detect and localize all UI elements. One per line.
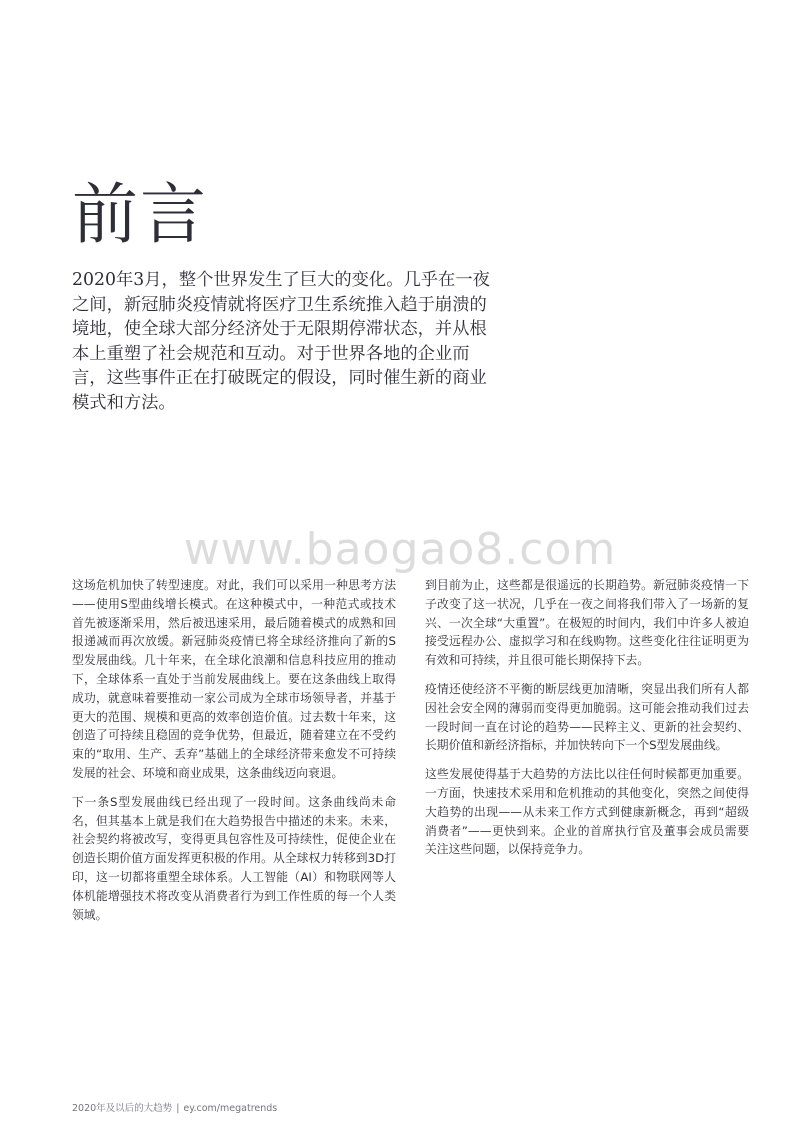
footer-separator: | xyxy=(176,1103,180,1114)
watermark-text: www.baogao8.com xyxy=(183,524,617,575)
footer-report-title: 2020年及以后的大趋势 xyxy=(72,1103,173,1114)
page-title: 前言 xyxy=(72,176,208,253)
body-column-right xyxy=(425,576,749,869)
body-column-left xyxy=(72,576,396,934)
body-paragraph: 到目前为止，这些都是很遥远的长期趋势。新冠肺炎疫情一下子改变了这一状况，几乎在一夜之间将我们带入了一场新的复兴、一次全球“大重置”。在极短的时间内，我们中许多人被迫接受远程办公、虚拟学习和在线购物。这些变化往往证明更为有效和可持续，并且很可能长期保持下去。 xyxy=(425,578,749,668)
page-footer xyxy=(72,1100,277,1114)
body-paragraph: 下一条S型发展曲线已经出现了一段时间。这条曲线尚未命名，但其基本上就是我们在大趋势报告中描述的未来。未来，社会契约将被改写，变得更具包容性及可持续性，促使企业在创造长期价值方面发挥更积极的作用。从全球权力转移到3D打印，这一切都将重塑全球体系。人工智能（AI）和物联网等人体机能增强技术将改变从消费者行为到工作性质的每一个人类领域。 xyxy=(72,794,396,922)
body-paragraph: 这场危机加快了转型速度。对此，我们可以采用一种思考方法——使用S型曲线增长模式。在这种模式中，一种范式或技术首先被逐渐采用，然后被迅速采用，最后随着模式的成熟和回报递减而再次放缓。新冠肺炎疫情已将全球经济推向了新的S型发展曲线。几十年来，在全球化浪潮和信息科技应用的推动下，全球体系一直处于当前发展曲线上。要在这条曲线上取得成功，就意味着要推动一家公司成为全球市场领导者，并基于更大的范围、规模和更高的效率创造价值。过去数十年来，这创造了可持续且稳固的竞争优势，但最近，随着建立在不受约束的“取用、生产、丢弃”基础上的全球经济带来愈发不可持续发展的社会、环境和商业成果，这条曲线迈向衰退。 xyxy=(72,578,396,780)
body-paragraph: 疫情还使经济不平衡的断层线更加清晰，突显出我们所有人都因社会安全网的薄弱而变得更加脆弱。这可能会推动我们过去一段时间一直在讨论的趋势——民粹主义、更新的社会契约、长期价值和新经济指标，并加快转向下一个S型发展曲线。 xyxy=(425,681,749,753)
body-paragraph: 这些发展使得基于大趋势的方法比以往任何时候都更加重要。一方面，快速技术采用和危机推动的其他变化，突然之间使得大趋势的出现——从未来工作方式到健康新概念，再到“超级消费者”——更快到来。企业的首席执行官及董事会成员需要关注这些问题，以保持竞争力。 xyxy=(425,767,749,857)
lead-paragraph: 2020年3月，整个世界发生了巨大的变化。几乎在一夜之间，新冠肺炎疫情就将医疗卫生系统推入趋于崩溃的境地，使全球大部分经济处于无限期停滞状态，并从根本上重塑了社会规范和互动。对于世界各地的企业而言，这些事件正在打破既定的假设，同时催生新的商业模式和方法。 xyxy=(72,270,490,413)
footer-url-link[interactable]: ey.com/megatrends xyxy=(183,1103,278,1114)
